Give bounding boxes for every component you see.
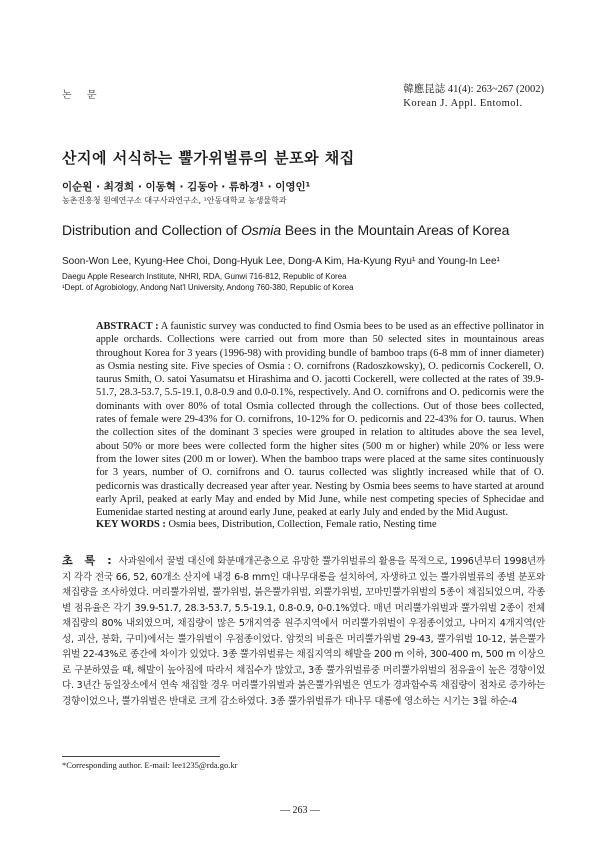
title-english-italic: Osmia [241,222,281,238]
authors-korean: 이순원 · 최경희 · 이동혁 · 김동아 · 류하경¹ · 이영인¹ [62,181,311,193]
korean-abstract-label: 초 록 : [62,554,116,567]
korean-abstract [62,553,545,709]
abstract [96,320,544,519]
footnote-rule [62,756,220,757]
journal-citation: 韓應昆誌 41(4): 263~267 (2002) [403,84,544,95]
article-type-label: 논 문 [62,90,103,101]
affiliation-korean: 농촌진흥청 원예연구소 대구사과연구소, ¹안동대학교 농생물학과 [62,196,287,205]
abstract-text: A faunistic survey was conducted to find Osmia bees to be used as an effective pollinator in apple orchards. Collections were carried out from more than 50 selected sites in mountainous areas throughout Korea for 3 years (1996-98) with providing bundle of bamboo traps (6-8 mm of inner diameter) as Osmia nesting site. Five species of Osmia : O. cornifrons (Radoszkowsky), O. pedicornis Cockerell, O. taurus Smith, O. satoi Yasumatsu et Hirashima and O. jacotti Cockerell, were collected at the rates of 39.9-51.7, 28.3-53.7, 5.5-19.1, 0.8-0.9 and 0.0-0.1%, respectively. And O. cornifrons and O. pedicornis were the dominants with over 80% of total Osmia collected through the collections. Out of those bees collected, rates of female were 29-43% for O. cornifrons, 10-12% for O. pedicornis and 22-43% for O. taurus. When the collection sites of the dominant 3 species were grouped in relation to altitudes above the sea level, about 50% or more bees were collected form the higher sites (500 m or higher) while 20% or less were from the lower sites (200 m or lower). When the bamboo traps were placed at the same sites continuously for 3 years, number of O. cornifrons and O. taurus collected was slightly increased while that of O. pedicornis was drastically decreased year after year. Nesting by Osmia bees seems to have started at around early April, peaked at early May and ended by Mid June, while nest competing species of Sphecidae and Eumenidae started nesting at around early June, peaked at early July and ended by the Mid August. [96,321,544,519]
authors-english: Soon-Won Lee, Kyung-Hee Choi, Dong-Hyuk Lee, Dong-A Kim, Ha-Kyung Ryu¹ and Young-In Lee¹ [62,256,500,267]
affiliations-english [62,271,354,293]
journal-header [403,83,544,111]
title-korean: 산지에 서식하는 뿔가위벌류의 분포와 채집 [62,149,355,167]
keywords-text: Osmia bees, Distribution, Collection, Female ratio, Nesting time [168,519,437,530]
affiliation-english-2: ¹Dept. of Agrobiology, Andong Nat'l University, Andong 760-380, Republic of Korea [62,283,354,292]
keywords-label: KEY WORDS : [96,519,166,530]
page-number: — 263 — [280,805,320,816]
title-english-pre: Distribution and Collection of [62,222,241,238]
footnote: *Corresponding author. E-mail: lee1235@rda.go.kr [62,760,238,770]
korean-abstract-text: 사과원에서 꿀벌 대신에 화분매개곤충으로 유망한 뿔가위벌류의 활용을 목적으로, 1996년부터 1998년까지 각각 전국 66, 52, 60개소 산지에 내경 6-8 mm인 대나무대롱을 설치하여, 자생하고 있는 뿔가위벌류의 종별 분포와 채집량을 조사하였다. 머리뿔가위벌, 뿔가위벌, 붉은뿔가위벌, 외뿔가위벌, 꼬마민뿔가위벌의 5종이 채집되었으며, 각종별 점유율은 각기 39.9-51.7, 28.3-53.7, 5.5-19.1, 0.8-0.9, 0-0.1%였다. 매년 머리뿔가위벌과 뿔가위벌 2종이 전체 채집량의 80% 내외였으며, 채집량이 많은 5개지역중 원주지역에서 머리뿔가위벌이 우점종이었고, 나머지 4개지역(안성, 괴산, 봉화, 구미)에서는 뿔가위벌이 우점종이었다. 암컷의 비율은 머리뿔가위벌 29-43, 뿔가위벌 10-12, 붉은뿔가위벌 22-43%로 종간에 차이가 있었다. 3종 뿔가위벌류는 채집지역의 해발을 200 m 이하, 300-400 m, 500 m 이상으로 구분하였을 때, 해발이 높아짐에 따라서 채집수가 많았고, 3종 뿔가위벌류중 머리뿔가위벌의 점유율이 높은 경향이었다. 3년간 동일장소에서 연속 채집할 경우 머리뿔가위벌과 붉은뿔가위벌은 연도가 경과함수록 채집량이 점차로 증가하는 경향이었으나, 뿔가위벌은 반대로 크게 감소하였다. 3종 뿔가위벌류가 대나무 대롱에 영소하는 시기는 3월 하순-4 [62,556,546,707]
journal-name: Korean J. Appl. Entomol. [403,98,523,109]
abstract-label: ABSTRACT : [96,321,159,332]
title-english [62,222,509,238]
title-english-post: Bees in the Mountain Areas of Korea [280,222,510,238]
keywords [96,519,544,530]
affiliation-english-1: Daegu Apple Research Institute, NHRI, RDA, Gunwi 716-812, Republic of Korea [62,272,347,281]
